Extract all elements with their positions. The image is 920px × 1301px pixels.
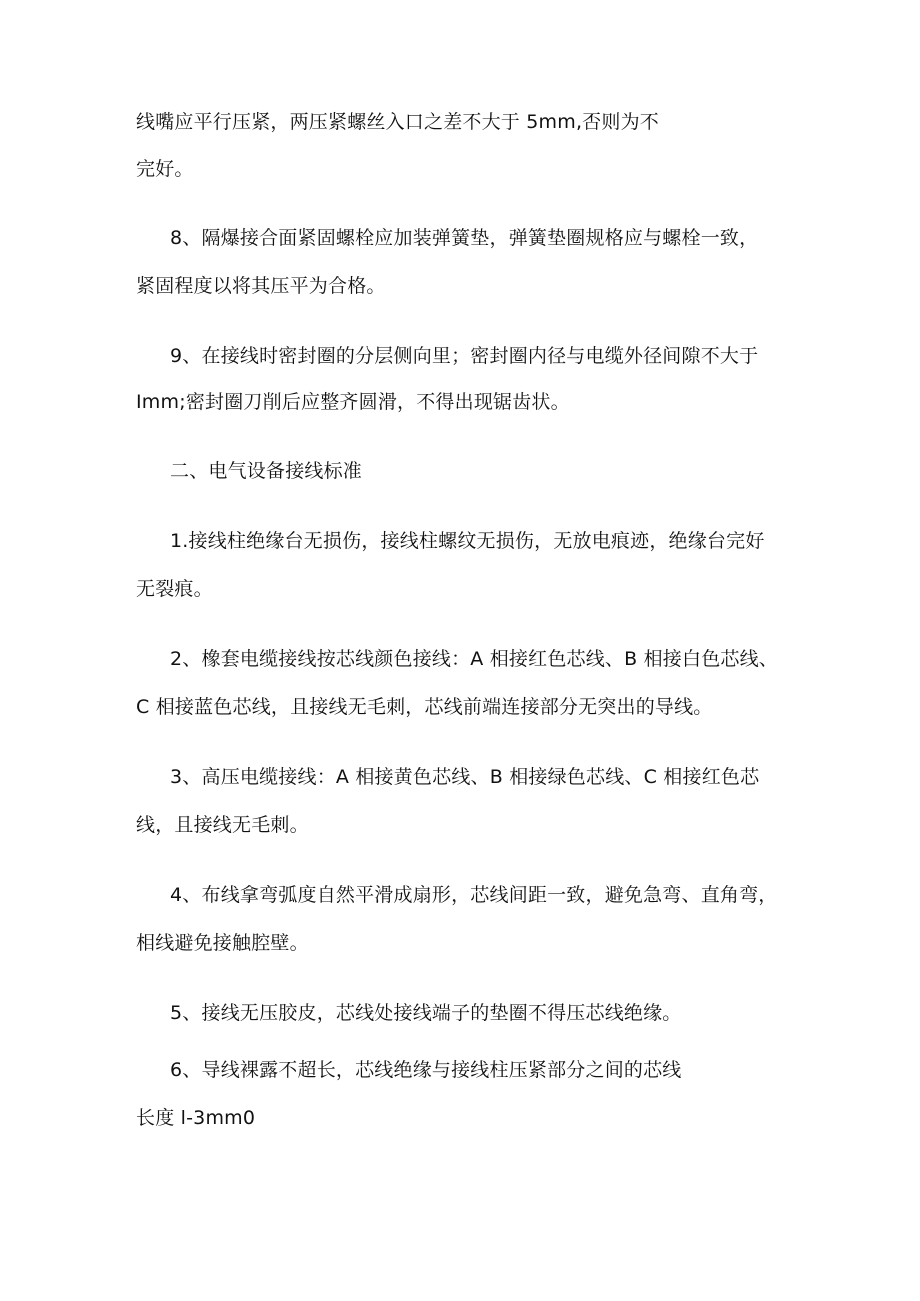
standard-2-line-2: C 相接蓝色芯线，且接线无毛刺，芯线前端连接部分无突出的导线。 [136,696,713,718]
standard-5-line-1: 5、接线无压胶皮，芯线处接线端子的垫圈不得压芯线绝缘。 [170,1002,682,1024]
paragraph-7-line-3: 完好。 [136,158,194,180]
paragraph-9-line-1: 9、在接线时密封圈的分层侧向里；密封圈内径与电缆外径间隙不大于 [170,345,759,367]
standard-1-line-2: 无裂痕。 [136,578,213,600]
section-heading-2: 二、电气设备接线标准 [170,460,363,482]
standard-6-line-1: 6、导线裸露不超长，芯线绝缘与接线柱压紧部分之间的芯线 [170,1059,682,1081]
paragraph-8-line-1: 8、隔爆接合面紧固螺栓应加装弹簧垫，弹簧垫圈规格应与螺栓一致， [170,227,759,249]
standard-4-line-1: 4、布线拿弯弧度自然平滑成扇形，芯线间距一致，避免急弯、直角弯， [170,884,778,906]
standard-4-line-2: 相线避免接触腔壁。 [136,932,309,954]
standard-2-line-1: 2、橡套电缆接线按芯线颜色接线：A 相接红色芯线、B 相接白色芯线、 [170,648,779,670]
paragraph-8-line-2: 紧固程度以将其压平为合格。 [136,275,386,297]
paragraph-9-line-2: Imm;密封圈刀削后应整齐圆滑，不得出现锯齿状。 [136,391,570,413]
standard-6-line-2: 长度 l-3mm0 [136,1107,256,1129]
standard-1-line-1: 1.接线柱绝缘台无损伤，接线柱螺纹无损伤，无放电痕迹，绝缘台完好 [170,530,765,552]
standard-3-line-1: 3、高压电缆接线：A 相接黄色芯线、B 相接绿色芯线、C 相接红色芯 [170,766,760,788]
standard-3-line-2: 线，且接线无毛刺。 [136,814,309,836]
paragraph-7-line-2: 线嘴应平行压紧，两压紧螺丝入口之差不大于 5mm,否则为不 [136,111,659,133]
